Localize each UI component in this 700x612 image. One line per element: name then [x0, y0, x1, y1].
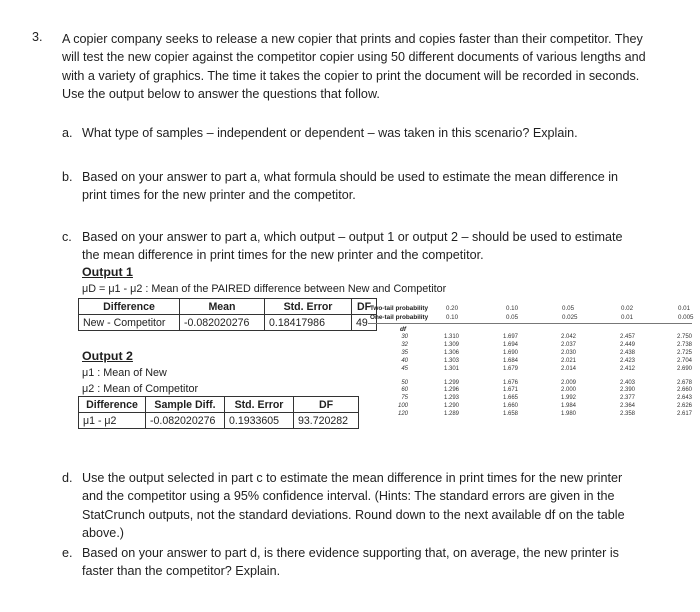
output2-header-df: DF — [294, 397, 359, 413]
two-tail-value-1: 0.20 — [446, 305, 459, 312]
part-d-label: d. — [62, 471, 73, 485]
t-value: 1.697 — [503, 334, 519, 340]
t-value: 2.364 — [620, 403, 636, 410]
part-c — [62, 228, 662, 268]
part-a-label: a. — [62, 126, 73, 140]
t-value: 2.009 — [561, 379, 577, 386]
df-value: 40 — [401, 357, 408, 364]
t-value: 1.694 — [503, 341, 519, 348]
df-value: 32 — [401, 341, 408, 348]
part-e-label: e. — [62, 546, 73, 560]
df-value: 35 — [401, 349, 408, 356]
output2-data-row — [79, 413, 359, 429]
t-value: 1.296 — [444, 387, 460, 394]
t-value: 1.310 — [444, 334, 460, 340]
part-d — [62, 469, 662, 541]
t-value: 1.290 — [444, 403, 460, 410]
t-value: 1.684 — [503, 357, 519, 364]
part-a-text: What type of samples – independent or dependent – was taken in this scenario? Explain. — [82, 126, 578, 140]
part-a — [62, 124, 662, 144]
output2-header-sample-diff: Sample Diff. — [146, 397, 225, 413]
output1-cell-difference: New - Competitor — [79, 315, 180, 331]
part-e — [62, 544, 662, 584]
t-value: 2.750 — [677, 334, 693, 340]
question-number: 3. — [32, 30, 43, 44]
two-tail-label: Two-tail probability — [370, 305, 429, 312]
df-value: 60 — [401, 387, 408, 394]
output2-cell-difference: μ1 - μ2 — [79, 413, 146, 429]
t-value: 1.671 — [503, 387, 519, 394]
df-value: 120 — [397, 411, 408, 418]
output1-data-row — [79, 315, 377, 331]
t-value: 2.403 — [620, 379, 636, 386]
one-tail-label: One-tail probability — [370, 314, 429, 321]
output2-header-std-error: Std. Error — [225, 397, 294, 413]
part-b — [62, 168, 662, 208]
df-value: 45 — [401, 365, 408, 372]
t-value: 2.678 — [677, 379, 693, 386]
output2-line1: μ1 : Mean of New — [82, 367, 167, 379]
one-tail-value-4: 0.01 — [621, 314, 634, 321]
df-label: df — [400, 326, 407, 333]
df-value: 75 — [401, 395, 408, 402]
part-e-text: Based on your answer to part d, is there evidence supporting that, on average, the new printer is faster than the competitor? Explain. — [82, 546, 619, 579]
t-value: 2.014 — [561, 365, 577, 372]
two-tail-value-2: 0.10 — [506, 305, 519, 312]
t-value: 1.690 — [503, 349, 519, 356]
t-value: 2.000 — [561, 387, 577, 394]
question-text: A copier company seeks to release a new copier that prints and copies faster than their competitor. They will test the new copier against the competitor copier using 50 different documents of various lengths and with a variety of graphics. The time it takes the copier to print the document will be recorded in seconds. Use the output below to answer the questions that follow. — [62, 32, 646, 102]
part-c-label: c. — [62, 230, 72, 244]
t-value: 2.738 — [677, 341, 693, 348]
one-tail-value-1: 0.10 — [446, 314, 459, 321]
t-value: 2.021 — [561, 357, 577, 364]
t-column-1 — [444, 334, 459, 419]
t-value: 2.377 — [620, 395, 636, 402]
t-value: 2.725 — [677, 349, 693, 356]
output2-header-difference: Difference — [79, 397, 146, 413]
output2-header-row — [79, 397, 359, 413]
table-header-rule — [368, 323, 692, 324]
t-column-4 — [620, 334, 635, 419]
output1-header-row — [79, 299, 377, 315]
t-value: 2.626 — [677, 403, 693, 410]
two-tail-value-4: 0.02 — [621, 305, 634, 312]
output1-header-std-error: Std. Error — [265, 299, 352, 315]
t-value: 2.030 — [561, 349, 577, 356]
df-value: 50 — [401, 379, 408, 386]
t-value: 2.042 — [561, 334, 577, 340]
t-value: 1.301 — [444, 365, 460, 372]
output2-cell-df: 93.720282 — [294, 413, 359, 429]
t-value: 1.306 — [444, 349, 460, 356]
t-column-2 — [503, 334, 518, 419]
t-column-3 — [561, 334, 576, 419]
output1-header-difference: Difference — [79, 299, 180, 315]
part-c-text: Based on your answer to part a, which output – output 1 or output 2 – should be used to estimate the mean difference in print times for the new printer and the competitor. — [82, 230, 623, 263]
part-b-text: Based on your answer to part a, what formula should be used to estimate the mean difference in print times for the new printer and the competitor. — [82, 170, 619, 203]
part-b-label: b. — [62, 170, 73, 184]
t-value: 2.390 — [620, 387, 636, 394]
t-value: 2.660 — [677, 387, 693, 394]
output2-line2: μ2 : Mean of Competitor — [82, 383, 199, 395]
output1-table — [78, 298, 377, 331]
t-value: 2.412 — [620, 365, 636, 372]
t-value: 1.660 — [503, 403, 519, 410]
two-tail-value-5: 0.01 — [678, 305, 691, 312]
t-value: 2.690 — [677, 365, 693, 372]
t-value: 2.449 — [620, 341, 636, 348]
t-value: 1.665 — [503, 395, 519, 402]
one-tail-value-2: 0.05 — [506, 314, 519, 321]
output1-header-df: DF — [352, 299, 377, 315]
df-column — [394, 334, 408, 419]
t-value: 2.643 — [677, 395, 693, 402]
t-value: 2.457 — [620, 334, 636, 340]
t-distribution-table — [364, 301, 694, 461]
output2-cell-std-error: 0.1933605 — [225, 413, 294, 429]
t-value: 2.704 — [677, 357, 693, 364]
output1-title: Output 1 — [82, 265, 133, 279]
t-value: 1.658 — [503, 411, 519, 418]
t-column-5 — [677, 334, 692, 419]
t-value: 1.309 — [444, 341, 460, 348]
t-value: 1.289 — [444, 411, 460, 418]
t-value: 1.676 — [503, 379, 519, 386]
output1-cell-mean: -0.082020276 — [180, 315, 265, 331]
output1-description: μD = μ1 - μ2 : Mean of the PAIRED difference between New and Competitor — [82, 283, 447, 295]
t-value: 1.980 — [561, 411, 577, 418]
output2-cell-sample-diff: -0.082020276 — [146, 413, 225, 429]
df-value: 100 — [397, 403, 408, 410]
t-value: 1.299 — [444, 379, 460, 386]
t-value: 2.358 — [620, 411, 636, 418]
t-value: 1.293 — [444, 395, 460, 402]
t-value: 1.984 — [561, 403, 577, 410]
t-value: 2.617 — [677, 411, 693, 418]
output1-header-mean: Mean — [180, 299, 265, 315]
t-value: 1.303 — [444, 357, 460, 364]
one-tail-value-5: 0.005 — [678, 314, 694, 321]
output1-cell-std-error: 0.18417986 — [265, 315, 352, 331]
output2-table — [78, 396, 359, 429]
t-value: 2.037 — [561, 341, 577, 348]
df-value: 30 — [401, 334, 408, 340]
part-d-text: Use the output selected in part c to estimate the mean difference in print times for the new printer and the competitor using a 95% confidence interval. (Hints: The standard errors are given in the StatCrunch outputs, not the standard deviations. Round down to the next available df on the table above.) — [82, 471, 625, 541]
one-tail-value-3: 0.025 — [562, 314, 578, 321]
two-tail-value-3: 0.05 — [562, 305, 575, 312]
t-value: 2.438 — [620, 349, 636, 356]
t-value: 2.423 — [620, 357, 636, 364]
t-value: 1.679 — [503, 365, 519, 372]
t-value: 1.992 — [561, 395, 577, 402]
output1-cell-df: 49 — [352, 315, 377, 331]
output2-title: Output 2 — [82, 349, 133, 363]
